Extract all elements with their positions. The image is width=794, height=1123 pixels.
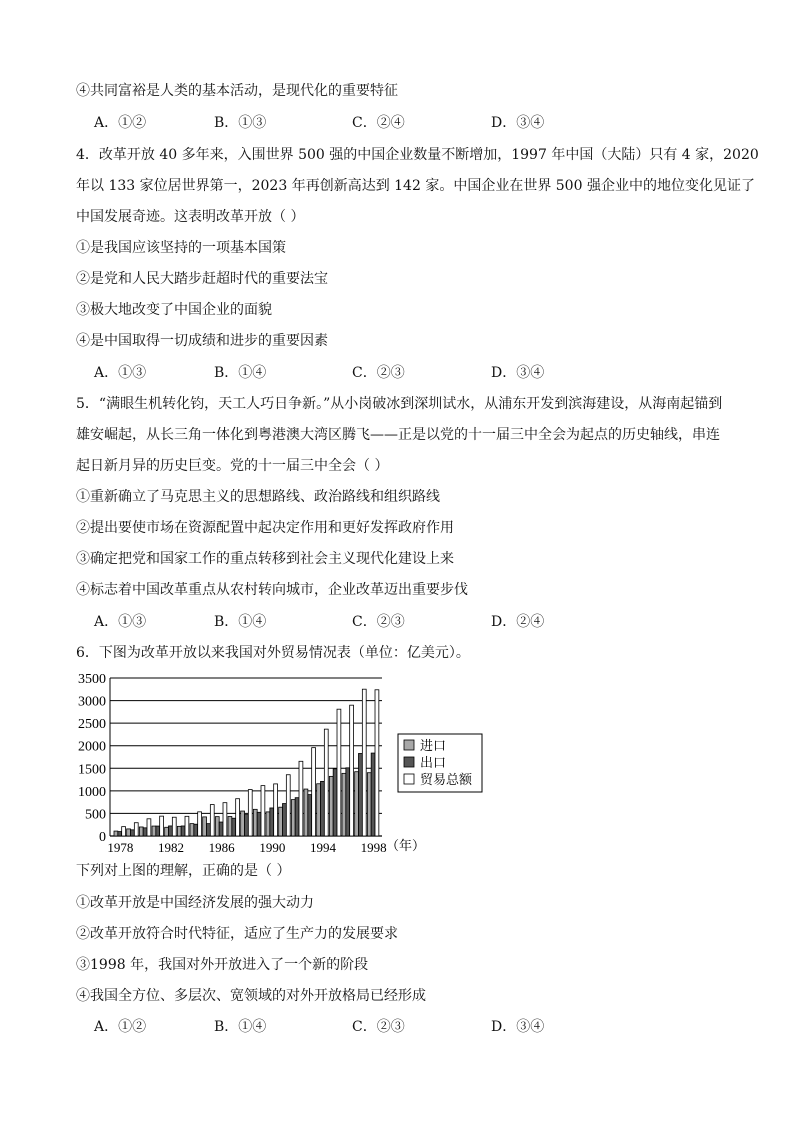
bar-import: [190, 824, 194, 836]
q4-stem-line1: 4．改革开放 40 多年来，入围世界 500 强的中国企业数量不断增加，1997 年中国（大陆）只有 4 家，2020: [76, 147, 759, 163]
q4-option-d[interactable]: D．③④: [491, 365, 545, 381]
q6-option-b[interactable]: B．①④: [214, 1019, 267, 1035]
bar-total: [172, 817, 176, 836]
bar-total: [375, 690, 379, 836]
legend-label: 贸易总额: [420, 772, 473, 787]
q6-stem: 6．下图为改革开放以来我国对外贸易情况表（单位：亿美元）。: [76, 645, 470, 661]
bar-export: [283, 804, 287, 836]
x-tick-label: 1986: [208, 840, 235, 855]
q5-option-c[interactable]: C．②③: [352, 614, 405, 630]
bar-import: [291, 800, 295, 836]
bar-import: [304, 789, 308, 836]
legend-swatch: [404, 757, 414, 767]
bar-import: [177, 826, 181, 836]
q6-option-c[interactable]: C．②③: [352, 1019, 405, 1035]
y-tick-label: 0: [99, 830, 106, 845]
y-tick-label: 2500: [78, 717, 106, 733]
bar-total: [147, 819, 151, 836]
q5-stem-line1: 5．“满眼生机转化钧，天工人巧日争新。”从小岗破冰到深圳试水，从浦东开发到滨海建设，从海南起锚到: [76, 396, 723, 412]
bar-export: [181, 826, 185, 836]
bar-export: [308, 795, 312, 836]
q3-option-a[interactable]: A．①②: [94, 115, 147, 131]
bar-import: [279, 807, 283, 836]
q5-option-a[interactable]: A．①③: [94, 614, 147, 630]
bar-export: [194, 824, 198, 836]
legend-label: 出口: [420, 755, 447, 770]
bar-total: [261, 786, 265, 836]
bar-import: [329, 776, 333, 836]
bar-export: [169, 826, 173, 836]
legend-swatch: [404, 774, 414, 784]
q5-item3: ③确定把党和国家工作的重点转移到社会主义现代化建设上来: [76, 551, 454, 567]
bar-import: [241, 811, 245, 836]
bar-total: [236, 799, 240, 836]
q4-item4: ④是中国取得一切成绩和进步的重要因素: [76, 333, 328, 349]
q6-item4: ④我国全方位、多层次、宽领域的对外开放格局已经形成: [76, 988, 426, 1004]
bar-export: [321, 781, 325, 836]
trade-chart: [70, 670, 490, 860]
x-tick-label: 1982: [158, 840, 184, 855]
bar-total: [299, 761, 303, 836]
q5-stem-line3: 起日新月异的历史巨变。党的十一届三中全会（ ）: [76, 458, 389, 474]
q3-option-c[interactable]: C．②④: [352, 115, 405, 131]
bar-export: [245, 815, 249, 836]
y-tick-label: 500: [85, 807, 106, 823]
x-tick-label: 1998: [360, 840, 387, 855]
bar-total: [248, 790, 252, 836]
bar-export: [131, 830, 135, 836]
x-tick-label: 1990: [259, 840, 286, 855]
y-tick-label: 1000: [78, 784, 106, 800]
q6-after-chart: 下列对上图的理解，正确的是（ ）: [76, 863, 291, 879]
bar-export: [207, 824, 211, 836]
bar-total: [286, 775, 290, 836]
bar-export: [257, 812, 261, 836]
bar-total: [223, 803, 227, 836]
bar-export: [346, 768, 350, 836]
bar-total: [210, 805, 214, 836]
bar-import: [165, 827, 169, 836]
q4-item1: ①是我国应该坚持的一项基本国策: [76, 240, 286, 256]
bar-export: [232, 818, 236, 836]
x-axis-label: （年）: [386, 838, 426, 853]
q6-item1: ①改革开放是中国经济发展的强大动力: [76, 895, 314, 911]
q5-stem-line2: 雄安崛起，从长三角一体化到粤港澳大湾区腾飞——正是以党的十一届三中全会为起点的历史轴线，串连: [76, 427, 720, 443]
bar-total: [337, 709, 341, 836]
bar-total: [350, 705, 354, 836]
bar-import: [266, 812, 270, 836]
bar-total: [324, 729, 328, 836]
trade-chart-svg: [70, 670, 490, 860]
q4-option-a[interactable]: A．①③: [94, 365, 147, 381]
bar-import: [228, 816, 232, 836]
bar-total: [362, 689, 366, 836]
bar-total: [122, 827, 126, 836]
bar-export: [219, 822, 223, 836]
q5-option-d[interactable]: D．②④: [491, 614, 545, 630]
bar-import: [317, 784, 321, 836]
y-tick-label: 3500: [78, 672, 106, 687]
q5-option-b[interactable]: B．①④: [214, 614, 267, 630]
q4-item3: ③极大地改变了中国企业的面貌: [76, 302, 272, 318]
bar-import: [114, 831, 118, 836]
bar-import: [253, 809, 257, 836]
bar-export: [359, 753, 363, 836]
bar-import: [215, 817, 219, 836]
bar-import: [152, 826, 156, 836]
x-tick-label: 1978: [107, 840, 134, 855]
bar-import: [127, 829, 131, 836]
q4-item2: ②是党和人民大踏步赶超时代的重要法宝: [76, 271, 328, 287]
bar-export: [333, 769, 337, 836]
bar-export: [143, 828, 147, 836]
x-tick-label: 1994: [310, 840, 336, 855]
bar-import: [355, 772, 359, 836]
q4-stem-line3: 中国发展奇迹。这表明改革开放（ ）: [76, 209, 305, 225]
q5-item1: ①重新确立了马克思主义的思想路线、政治路线和组织路线: [76, 489, 440, 505]
q3-item4: ④共同富裕是人类的基本活动，是现代化的重要特征: [76, 83, 398, 99]
bar-import: [342, 773, 346, 836]
bar-export: [295, 798, 299, 836]
q6-item3: ③1998 年，我国对外开放进入了一个新的阶段: [76, 957, 369, 973]
q4-option-c[interactable]: C．②③: [352, 365, 405, 381]
q5-item4: ④标志着中国改革重点从农村转向城市，企业改革迈出重要步伐: [76, 582, 468, 598]
bar-export: [118, 832, 122, 836]
q5-item2: ②提出要使市场在资源配置中起决定作用和更好发挥政府作用: [76, 520, 454, 536]
bar-export: [156, 826, 160, 836]
q6-item2: ②改革开放符合时代特征，适应了生产力的发展要求: [76, 926, 398, 942]
bar-total: [134, 823, 138, 836]
bar-import: [203, 817, 207, 836]
y-tick-label: 3000: [78, 694, 106, 710]
bar-export: [371, 753, 375, 836]
q4-stem-line2: 年以 133 家位居世界第一，2023 年再创新高达到 142 家。中国企业在世界 500 强企业中的地位变化见证了: [76, 178, 755, 194]
bar-import: [139, 827, 143, 836]
q3-option-d[interactable]: D．③④: [491, 115, 545, 131]
q6-option-d[interactable]: D．③④: [491, 1019, 545, 1035]
y-tick-label: 2000: [78, 739, 106, 755]
q6-option-a[interactable]: A．①②: [94, 1019, 147, 1035]
bar-total: [274, 784, 278, 836]
q4-option-b[interactable]: B．①④: [214, 365, 267, 381]
bar-total: [198, 812, 202, 836]
bar-total: [312, 748, 316, 836]
bar-export: [270, 808, 274, 836]
legend-swatch: [404, 740, 414, 750]
q3-option-b[interactable]: B．①③: [214, 115, 267, 131]
y-tick-label: 1500: [78, 762, 106, 778]
bar-total: [160, 816, 164, 836]
bar-import: [367, 773, 371, 836]
legend-label: 进口: [420, 738, 447, 753]
bar-total: [185, 816, 189, 836]
